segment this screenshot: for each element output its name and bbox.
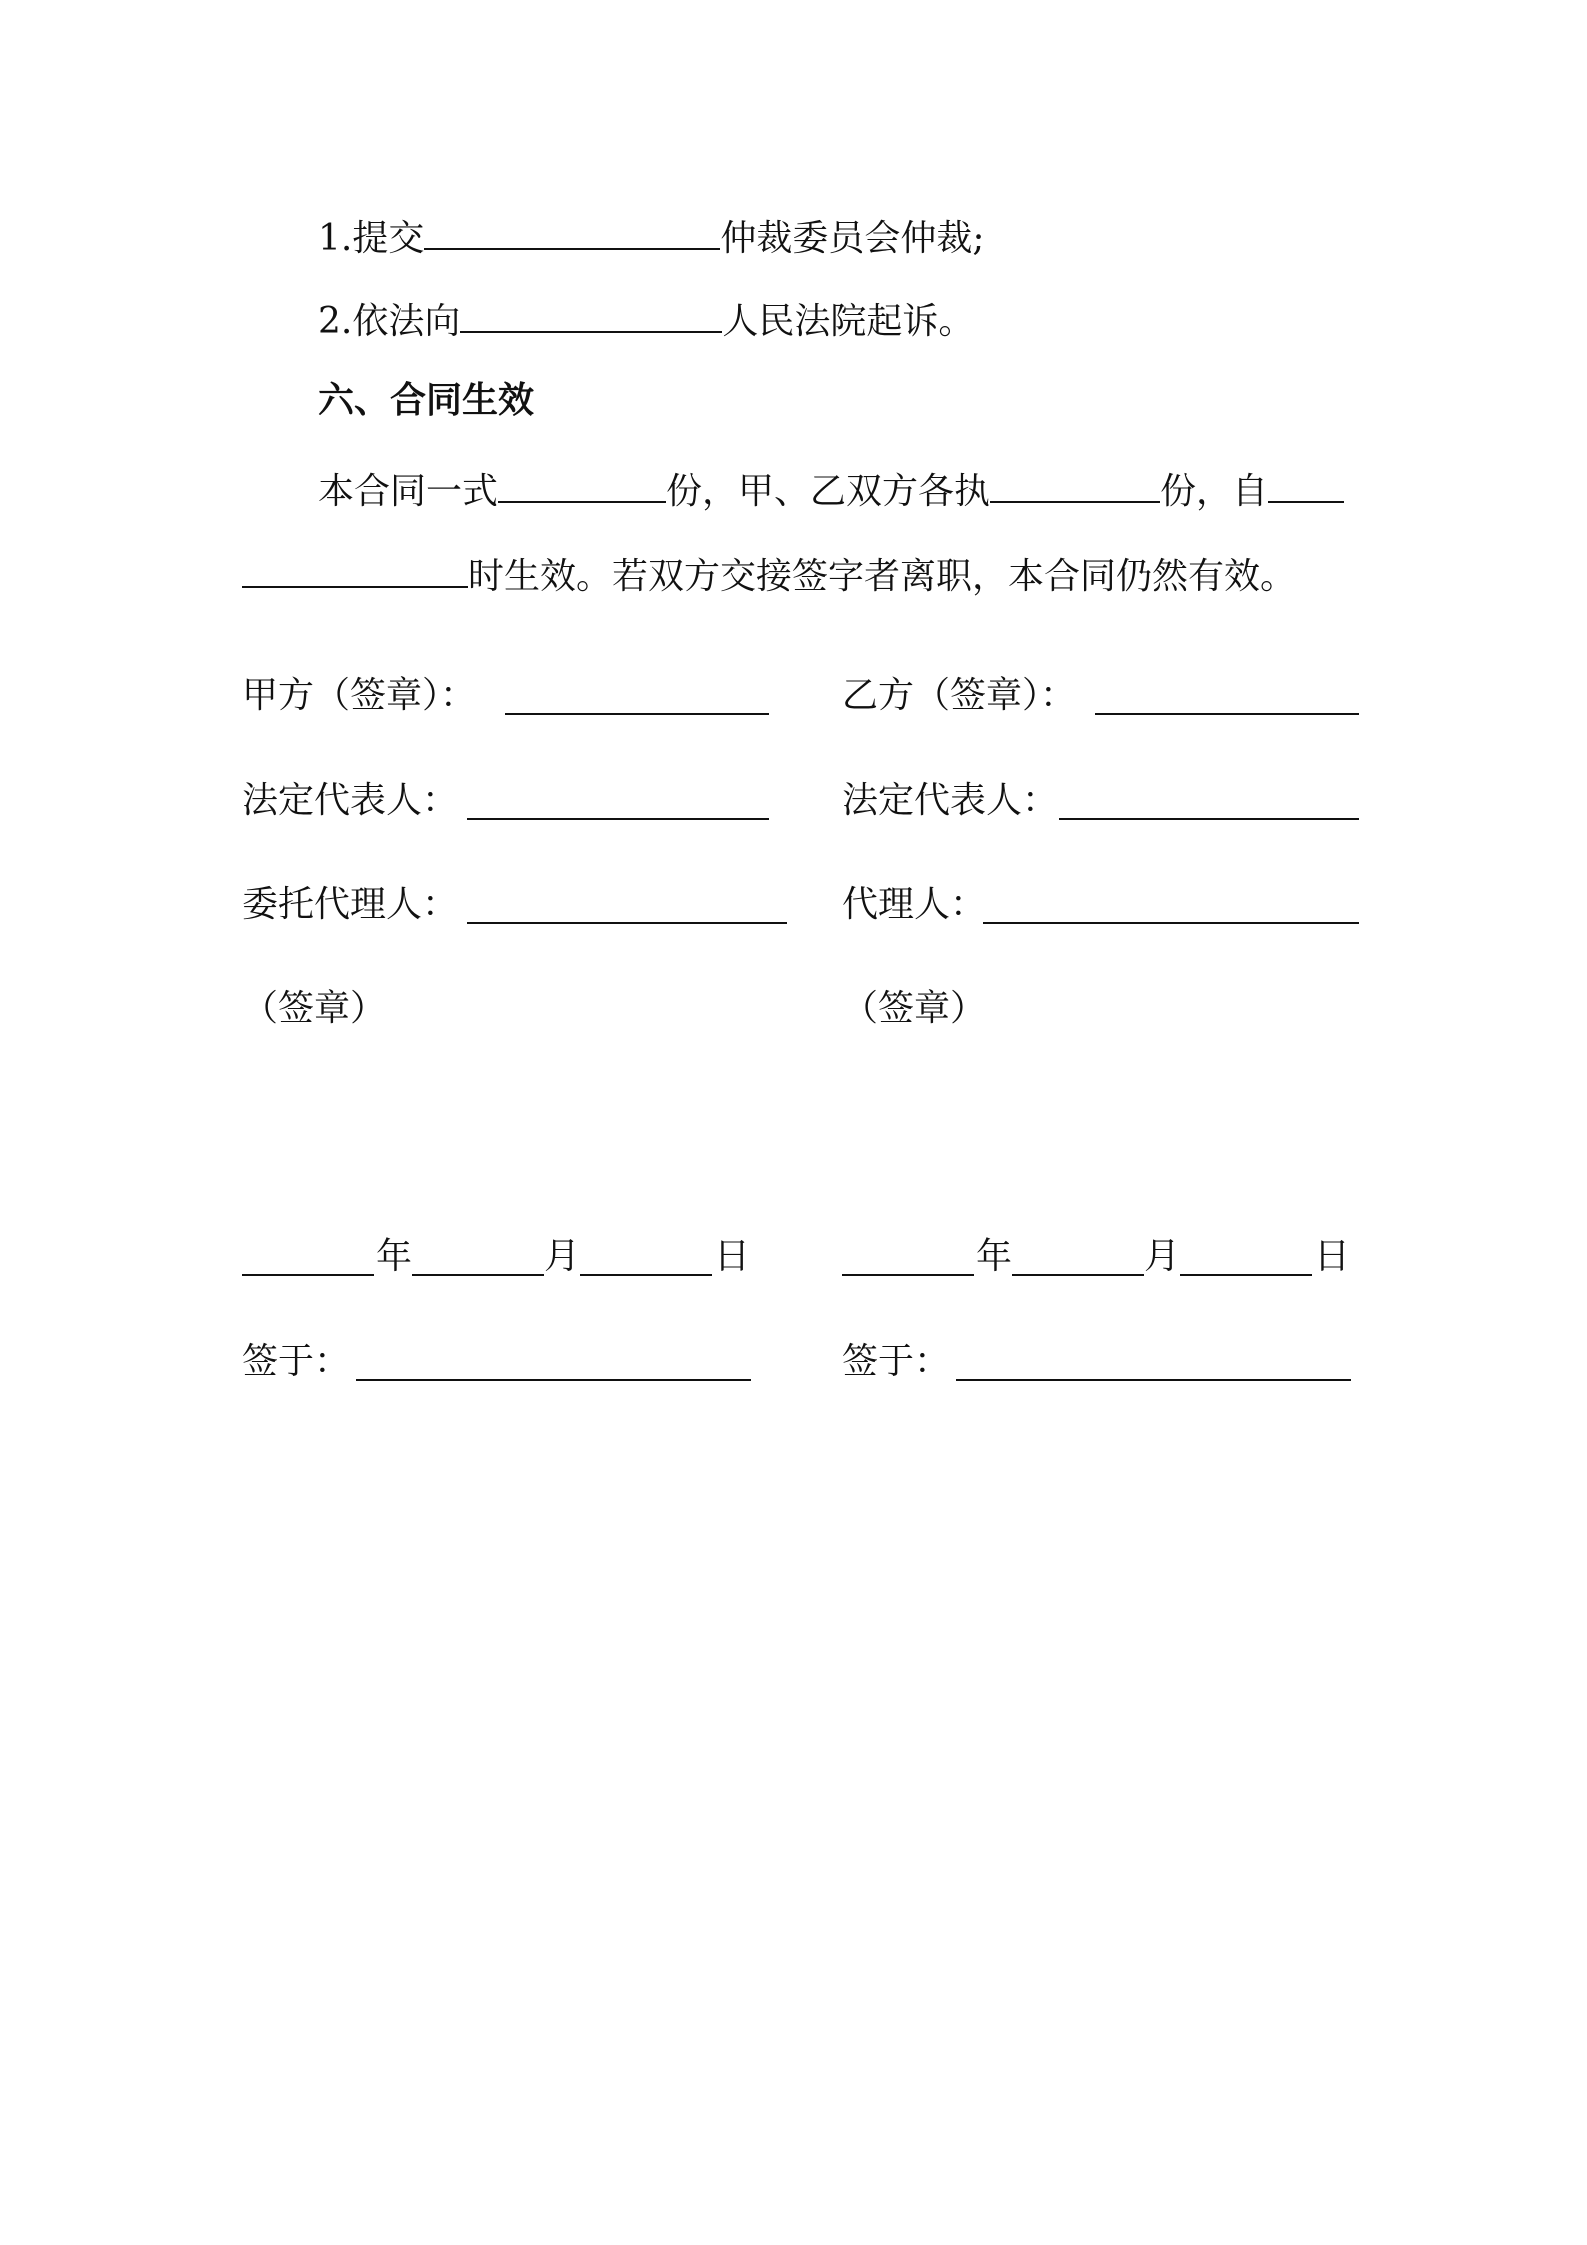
party-b-legal-rep-line[interactable] [1059,818,1359,820]
section-heading: 六、合同生效 [318,379,535,421]
clause-item-1-prefix: 1.提交 [318,218,425,259]
party-a-agent-line[interactable] [467,922,787,924]
party-a-year-line[interactable] [242,1274,374,1276]
clause-item-1-suffix: 仲裁委员会仲裁; [720,218,985,259]
effective-date-blank-start[interactable] [1268,465,1344,503]
party-b-signature-line[interactable] [1095,713,1359,715]
party-b-agent-label: 代理人： [842,884,987,925]
court-name-blank[interactable] [460,295,722,333]
party-b-label: 乙方（签章）： [842,675,1077,716]
party-b-seal-label: （签章） [842,988,987,1029]
each-party-text: 份，甲、乙双方各执 [666,471,991,512]
party-b-signed-at-line[interactable] [956,1379,1351,1381]
party-b-year-line[interactable] [842,1274,974,1276]
party-a-signed-at-label: 签于： [242,1341,351,1382]
copies-text: 本合同一式 [318,471,499,512]
party-b-signed-at-label: 签于： [842,1341,951,1382]
effective-date-blank-end[interactable] [242,550,468,588]
party-b-day-label: 日 [1314,1236,1351,1277]
clause-item-2 [318,295,974,345]
effective-paragraph-line-1 [318,465,1344,515]
total-copies-blank[interactable] [498,465,666,503]
party-a-signed-at-line[interactable] [356,1379,751,1381]
party-a-legal-rep-label: 法定代表人： [242,780,459,821]
party-a-month-line[interactable] [412,1274,544,1276]
party-b-day-line[interactable] [1180,1274,1312,1276]
effective-paragraph-line-2 [242,550,1296,600]
party-a-legal-rep-line[interactable] [467,818,769,820]
party-a-month-label: 月 [544,1236,581,1277]
effective-clause-text: 时生效。若双方交接签字者离职，本合同仍然有效。 [468,556,1297,597]
party-b-legal-rep-label: 法定代表人： [842,780,1059,821]
clause-item-2-suffix: 人民法院起诉。 [722,301,975,342]
party-a-label: 甲方（签章）： [242,675,477,716]
party-a-signature-line[interactable] [505,713,769,715]
each-party-copies-blank[interactable] [990,465,1160,503]
party-b-month-label: 月 [1144,1236,1181,1277]
party-a-seal-label: （签章） [242,988,387,1029]
party-b-year-label: 年 [976,1236,1013,1277]
arbitration-committee-blank[interactable] [424,212,720,250]
clause-item-1 [318,212,985,262]
clause-item-2-prefix: 2.依法向 [318,301,461,342]
party-a-year-label: 年 [376,1236,413,1277]
party-a-agent-label: 委托代理人： [242,884,459,925]
from-text: 份，自 [1160,471,1269,512]
party-b-agent-line[interactable] [983,922,1359,924]
party-a-day-line[interactable] [580,1274,712,1276]
party-a-day-label: 日 [714,1236,751,1277]
party-b-month-line[interactable] [1012,1274,1144,1276]
